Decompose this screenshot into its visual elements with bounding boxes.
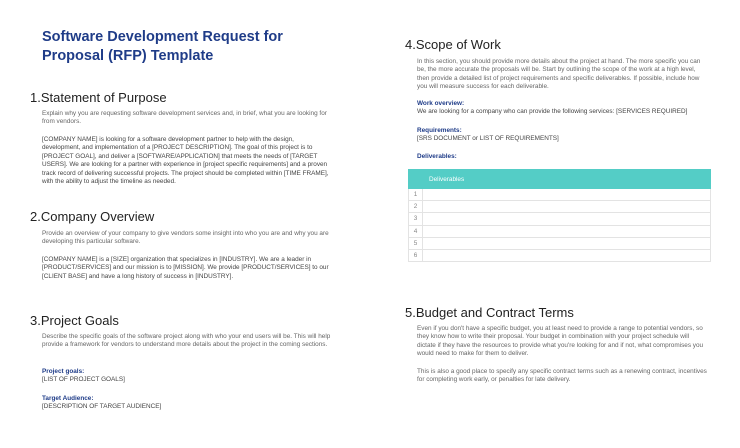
deliverable-cell[interactable] (423, 237, 711, 249)
section-heading-purpose: 1.Statement of Purpose (30, 90, 167, 105)
deliverable-cell[interactable] (423, 201, 711, 213)
row-number: 1 (409, 189, 423, 201)
deliverable-cell[interactable] (423, 225, 711, 237)
deliverable-cell[interactable] (423, 249, 711, 261)
table-row (409, 213, 711, 225)
section-heading-goals: 3.Project Goals (30, 313, 119, 328)
overview-intro: Provide an overview of your company to give vendors some insight into who you are and why you are developing this particular software. (42, 230, 329, 246)
work-overview-value: We are looking for a company who can provide the following services: [SERVICES REQUIRED] (417, 108, 688, 115)
deliverable-cell[interactable] (423, 189, 711, 201)
purpose-body: [COMPANY NAME] is looking for a software development partner to help with the design, development, and implementation of a [PROJECT DESCRIPTION]. The goal of this project is to [PROJECT GOAL], and deliver a [SOFTWARE/APPLICATION] that meets the needs of [TARGET USERS]. We are looking for a partner with experience in [project specific requirements] and a proven track record of delivering successful projects. The project should be completed within [TIME FRAME], with the ability to adjust the timeline as needed. (42, 136, 329, 186)
target-audience-label: Target Audience: (42, 395, 94, 402)
budget-paragraph-2: This is also a good place to specify any specific contract terms such as a renewing contract, incentives for completing work early, or penalties for late delivery. (417, 368, 707, 384)
section-heading-scope: 4.Scope of Work (405, 37, 501, 52)
section-heading-overview: 2.Company Overview (30, 209, 155, 224)
deliverable-cell[interactable] (423, 213, 711, 225)
deliverables-label: Deliverables: (417, 153, 457, 160)
table-row (409, 225, 711, 237)
project-goals-value: [LIST OF PROJECT GOALS] (42, 376, 125, 383)
table-header-row (409, 170, 711, 189)
overview-body: [COMPANY NAME] is a [SIZE] organization that specializes in [INDUSTRY]. We are a leader in [PRODUCT/SERVICES] and our mission is to [MISSION]. We provide [PRODUCT/SERVICES] to our [CLIENT BASE] and have a long history of success in [INDUSTRY]. (42, 256, 329, 280)
goals-intro: Describe the specific goals of the software project along with who your end users will be. This will help provide a framework for vendors to understand more details about the project in the coming sections. (42, 333, 331, 349)
document-title: Software Development Request for Proposal (RFP) Template (42, 29, 283, 64)
table-row (409, 189, 711, 201)
purpose-intro: Explain why you are requesting software development services and, in brief, what you are looking for from vendors. (42, 110, 327, 126)
row-number: 2 (409, 201, 423, 213)
work-overview-label: Work overview: (417, 100, 465, 107)
budget-paragraph-1: Even if you don't have a specific budget, you at least need to provide a range to potential vendors, so they know how to write their proposal. Your budget in combination with your project schedule will dictate if they have the resources to provide what you're looking for and if not, what compromises you would need to make for them to deliver. (417, 325, 704, 358)
deliverables-table (408, 169, 711, 262)
row-number: 4 (409, 225, 423, 237)
requirements-value: [SRS DOCUMENT or LIST OF REQUIREMENTS] (417, 135, 559, 142)
table-row (409, 201, 711, 213)
scope-intro: In this section, you should provide more details about the project at hand. The more specific you can be, the more accurate the proposals will be. Start by outlining the scope of the work at a high level, then provide a detailed list of project requirements and specific deliverables. If possible, include how you will measure success for each deliverable. (417, 58, 701, 91)
requirements-label: Requirements: (417, 127, 462, 134)
project-goals-label: Project goals: (42, 368, 85, 375)
row-number: 3 (409, 213, 423, 225)
table-row (409, 237, 711, 249)
table-header-deliverables: Deliverables (423, 170, 711, 189)
table-row (409, 249, 711, 261)
row-number: 6 (409, 249, 423, 261)
row-number: 5 (409, 237, 423, 249)
table-header-index (409, 170, 423, 189)
target-audience-value: [DESCRIPTION OF TARGET AUDIENCE] (42, 403, 162, 410)
section-heading-budget: 5.Budget and Contract Terms (405, 305, 574, 320)
